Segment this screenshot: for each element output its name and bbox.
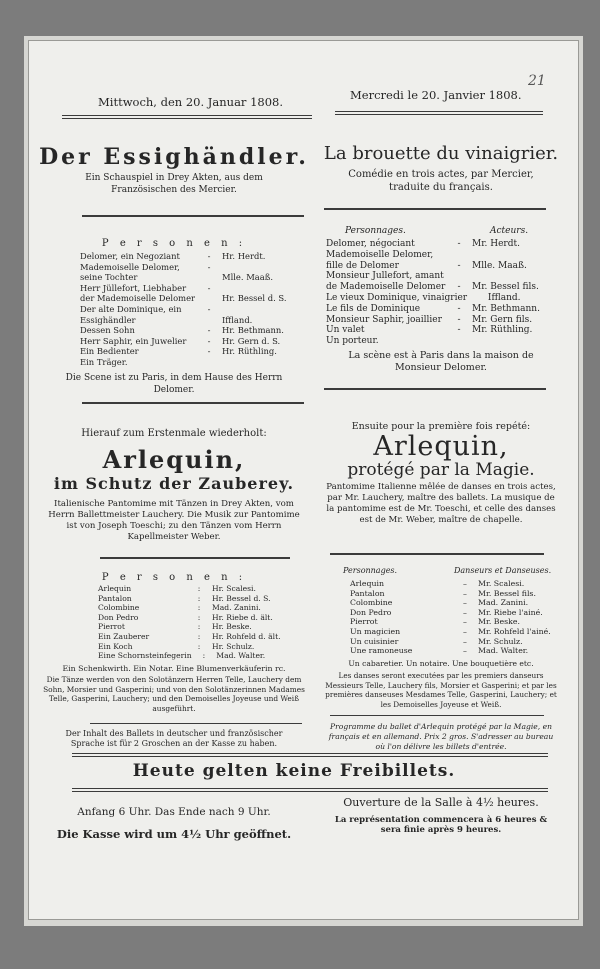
cast-row: Le vieux Dominique, vinaigrier Iffland. [326,292,521,303]
cast-row: Pierrot : Hr. Beske. [98,622,252,632]
cast-list-french-2 [350,579,550,656]
cast-row: Un cuisinier – Mr. Schulz. [350,636,523,646]
rule-full-2 [72,788,548,792]
cast-list-french [326,239,552,347]
cast-row: Dessen Sohn - Hr. Bethmann. [80,325,284,336]
cast2-extra-german: Ein Schenkwirth. Ein Notar. Eine Blumenverkäuferin rc. [62,664,286,673]
cast-row: Une ramoneuse – Mad. Walter. [350,646,529,656]
rule-right-2 [324,388,546,390]
acteurs-label: Acteurs. [490,226,529,236]
cast-row: Don Pedro – Mr. Riebe l'ainé. [350,607,543,617]
cast-row: Don Pedro : Hr. Riebe d. ält. [98,612,273,622]
dances-french: Les danses seront executées par les premiers danseurs Messieurs Telle, Lauchery fils, Morsier et Gasperini; et par les premières danseuses Mesdames Telle, Gasperini, Lauchery; et les Demoiselles Joyeuse et Weiß. [325,671,557,709]
cast-row: Eine Schornsteinfegerin : Mad. Walter. [98,651,266,661]
cast-row: Herr Saphir, ein Juwelier - Hr. Gern d. S. [80,335,281,346]
play-subtitle-german: Ein Schauspiel in Drey Akten, aus dem Französischen des Mercier. [85,173,263,195]
cast-row: Ein Koch : Hr. Schulz. [98,641,255,651]
cast-row: Mademoiselle Delomer, seine Tochter - Mlle. Maaß. [80,261,274,283]
cast-row: Ein Träger. [80,356,128,367]
cast-list-german [80,251,310,368]
dances-german: Die Tänze werden von den Solotänzern Herren Telle, Lauchery dem Sohn, Morsier und Gasperini; und von den Solotänzerinnen Madames Telle, Gasperini, Lauchery; und den Demoiselles Joyeuse und Weiß ausgeführt. [43,675,305,713]
ouverture-line: Ouverture de la Salle à 4½ heures. [343,796,539,809]
cast-row: Monsieur Jullefort, amant de Mademoiselle Delomer - Mr. Bessel fils. [326,271,539,293]
date-french: Mercredi le 20. Janvier 1808. [350,88,522,102]
cast-row: Pantalon – Mr. Bessel fils. [350,588,536,598]
play-title-french: La brouette du vinaigrier. [323,143,559,164]
personen-heading-1: P e r s o n e n : [101,238,247,249]
cast-row: Le fils de Dominique - Mr. Bethmann. [326,303,540,314]
cast-row: Ein Bedienter - Hr. Rüthling. [80,346,277,357]
cast-row: Un valet - Mr. Rüthling. [326,325,533,336]
rule-right-3 [330,553,544,555]
arlequin-title-french: Arlequin, [373,431,509,462]
representation-line: La représentation commencera à 6 heures & sera finie après 9 heures. [334,815,548,835]
rule-right-1 [324,208,546,210]
arlequin-desc-german: Italienische Pantomime mit Tänzen in Drey Akten, vom Herrn Ballettmeister Lauchery. Die Musik zur Pantomime ist von Joseph Toeschi; zu den Tänzen vom Herrn Kapellmeister Weber. [48,499,300,542]
cast-row: Mademoiselle Delomer, fille de Delomer - Mlle. Maaß. [326,249,527,271]
header-rule-left [62,115,312,119]
arlequin-subtitle-french: protégé par la Magie. [347,460,535,480]
rule-left-3 [100,557,290,559]
programme-french: Programme du ballet d'Arlequin protégé par la Magie, en français et en allemand. Prix 2 gros. S'adresser au bureau où l'on délivre les billets d'entrée. [328,722,554,751]
arlequin-subtitle-german: im Schutz der Zauberey. [53,474,295,493]
hierauf-line: Hierauf zum Erstenmale wiederholt: [81,428,267,439]
cast-row: Un magicien – Mr. Rohfeld l'ainé. [350,626,551,636]
rule-full-1 [72,753,548,757]
scene-german: Die Scene ist zu Paris, in dem Hause des Herrn Delomer. [65,373,283,395]
cast2-extra-french: Un cabaretier. Un notaire. Une bouquetière etc. [348,659,534,668]
inhalt-german: Der Inhalt des Ballets in deutscher und französischer Sprache ist für 2 Groschen an der Kasse zu haben. [65,729,283,748]
cast-row: Arlequin – Mr. Scalesi. [350,579,525,588]
play-subtitle-french: Comédie en trois actes, par Mercier, traduite du français. [348,169,534,193]
cast-row: Colombine – Mad. Zanini. [350,598,529,608]
header-rule-right [335,111,543,115]
cast-row: Un porteur. [326,336,379,347]
rule-right-4 [330,715,544,716]
rule-left-2 [82,402,304,404]
danseurs-label: Danseurs et Danseuses. [454,566,552,575]
date-german: Mittwoch, den 20. Januar 1808. [98,95,284,109]
cast-row: Arlequin : Hr. Scalesi. [98,584,256,593]
cast-row: Monsieur Saphir, joaillier - Mr. Gern fils. [326,314,533,325]
cast-row: Ein Zauberer : Hr. Rohfeld d. ält. [98,631,281,641]
personen-heading-2: P e r s o n e n : [101,572,247,583]
cast-list-german-2 [98,584,298,661]
heute-notice: Heute gelten keine Freibillets. [132,761,456,781]
cast-row: Herr Jüllefort, Liebhaber der Mademoiselle Delomer - Hr. Bessel d. S. [80,282,287,304]
cast-row: Delomer, ein Negoziant - Hr. Herdt. [80,251,266,261]
play-title-german: Der Essighändler. [39,144,309,170]
anfang-line: Anfang 6 Uhr. Das Ende nach 9 Uhr. [77,806,271,818]
ensuite-line: Ensuite pour la première fois repété: [351,421,531,432]
cast-row: Colombine : Mad. Zanini. [98,603,261,613]
cast-row: Der alte Dominique, ein Essighändler - Iffland. [80,303,253,325]
personnages2-label: Personnages. [343,566,398,575]
cast-row: Pierrot – Mr. Beske. [350,617,520,627]
arlequin-desc-french: Pantomime Italienne mêlée de danses en trois actes, par Mr. Lauchery, maître des ballets. La musique de la pantomime est de Mr. Toeschi, et celle des danses est de Mr. Weber, maître de chapelle. [326,482,556,525]
page-number: 21 [528,73,546,89]
cast-row: Delomer, négociant - Mr. Herdt. [326,239,520,249]
arlequin-title-german: Arlequin, [102,445,246,474]
scene-french: La scène est à Paris dans la maison de Monsieur Delomer. [348,350,534,373]
rule-left-1 [82,215,304,217]
cast-row: Pantalon : Hr. Bessel d. S. [98,593,271,603]
kasse-line: Die Kasse wird um 4½ Uhr geöffnet. [56,827,292,841]
personnages-label: Personnages. [345,226,406,236]
rule-left-4 [90,723,302,724]
